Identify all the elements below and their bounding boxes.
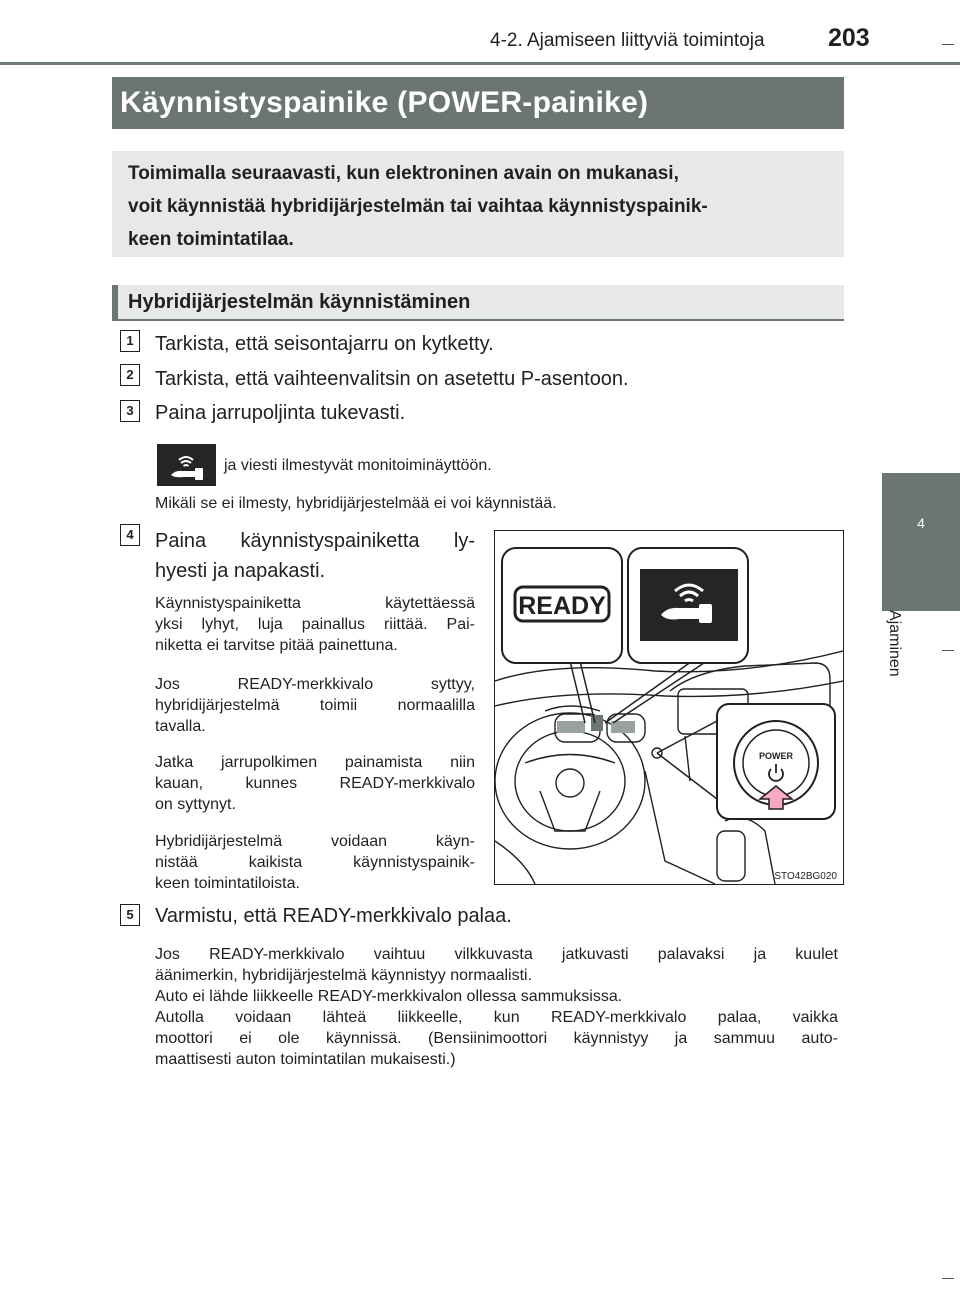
figure-code: STO42BG020: [774, 871, 837, 882]
power-label: POWER: [758, 751, 794, 761]
note-line: Käynnistyspainiketta käytettäessä: [155, 595, 475, 612]
step-text: Tarkista, että seisontajarru on kytketty.: [155, 333, 494, 355]
step4-note-block: [155, 752, 475, 815]
key-indicator-icon: [157, 444, 216, 486]
note-line: Jos READY-merkkivalo syttyy,: [155, 676, 475, 693]
intro-box: [112, 151, 844, 257]
step-number: 4: [120, 524, 140, 546]
step-text: Paina jarrupoljinta tukevasti.: [155, 402, 406, 424]
note-line: hybridijärjestelmä toimii normaalilla: [155, 697, 475, 714]
step4-note-block: [155, 593, 475, 656]
crop-mark: [942, 44, 954, 45]
ready-label: READY: [518, 592, 606, 620]
indicator-note: ja viesti ilmestyvät monitoiminäyttöön.: [224, 457, 492, 474]
note-line: Jos READY-merkkivalo vaihtuu vilkkuvasta jatkuvasti palavaksi ja kuulet: [155, 946, 838, 963]
note-line: Auto ei lähde liikkeelle READY-merkkivalon ollessa sammuksissa.: [155, 988, 623, 1005]
step-text: Tarkista, että vaihteenvalitsin on asetettu P-asentoon.: [155, 368, 629, 390]
step-number: 1: [120, 330, 140, 352]
intro-line: Toimimalla seuraavasti, kun elektroninen avain on mukanasi,: [128, 163, 679, 184]
chapter-tab: [882, 473, 960, 611]
step-number: 5: [120, 904, 140, 926]
intro-line: voit käynnistää hybridijärjestelmän tai vaihtaa käynnistyspainik-: [128, 196, 708, 217]
crop-mark: [942, 650, 954, 651]
step3-note: Mikäli se ei ilmesty, hybridijärjestelmää ei voi käynnistää.: [155, 495, 557, 512]
intro-line: keen toimintatilaa.: [128, 229, 294, 250]
note-line: nistää kaikista käynnistyspainik-: [155, 854, 475, 871]
note-line: Autolla voidaan lähteä liikkeelle, kun READY-merkkivalo palaa, vaikka: [155, 1009, 838, 1026]
note-line: maattisesti auton toimintatilan mukaisesti.): [155, 1051, 456, 1068]
dashboard-figure: [494, 530, 844, 885]
chapter-label: Ajaminen: [886, 610, 903, 677]
note-line: tavalla.: [155, 718, 206, 735]
indicator-box: [157, 444, 216, 486]
note-line: Jatka jarrupolkimen painamista niin: [155, 754, 475, 771]
note-line: on syttynyt.: [155, 796, 236, 813]
step-text-line: Paina käynnistyspainiketta ly-: [155, 530, 475, 552]
step-number: 3: [120, 400, 140, 422]
page-number: 203: [828, 24, 870, 52]
step-number: 2: [120, 364, 140, 386]
note-line: kauan, kunnes READY-merkkivalo: [155, 775, 475, 792]
step4-note-block: [155, 831, 475, 894]
page-title: Käynnistyspainike (POWER-painike): [112, 77, 844, 129]
note-line: moottori ei ole käynnissä. (Bensiinimoottori käynnistyy ja sammuu auto-: [155, 1030, 838, 1047]
step-text: Varmistu, että READY-merkkivalo palaa.: [155, 905, 512, 927]
note-line: äänimerkin, hybridijärjestelmä käynnistyy normaalisti.: [155, 967, 533, 984]
note-line: niketta ei tarvitse pitää painettuna.: [155, 637, 398, 654]
note-line: yksi lyhyt, luja painallus riittää. Pai-: [155, 616, 475, 633]
step-text-block: [155, 526, 475, 586]
header-section-title: 4-2. Ajamiseen liittyviä toimintoja: [490, 30, 765, 51]
dashboard-illustration: [495, 531, 843, 884]
step-text-line: hyesti ja napakasti.: [155, 560, 326, 582]
chapter-number: 4: [917, 515, 925, 531]
step4-note-block: [155, 674, 475, 737]
crop-mark: [942, 1278, 954, 1279]
subheading: Hybridijärjestelmän käynnistäminen: [112, 285, 844, 321]
step5-note-block: [155, 944, 838, 1070]
header-rule: [0, 62, 960, 65]
note-line: keen toimintatiloista.: [155, 875, 300, 892]
note-line: Hybridijärjestelmä voidaan käyn-: [155, 833, 475, 850]
